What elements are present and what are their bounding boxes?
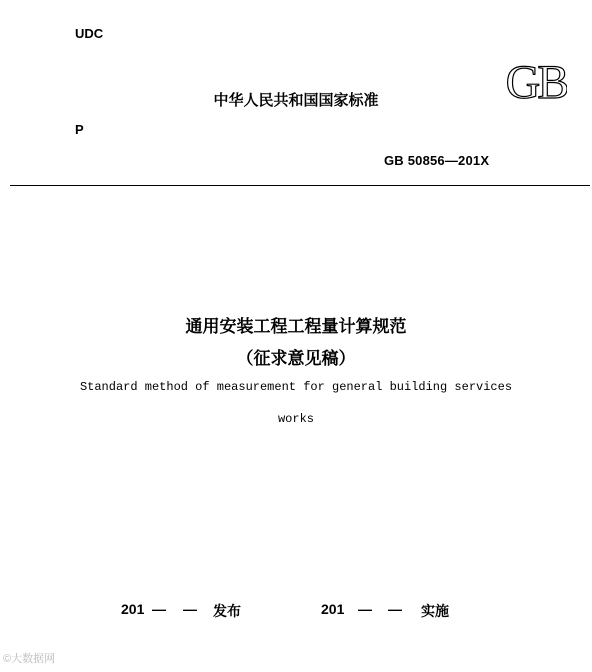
publish-month-placeholder: — (152, 601, 166, 617)
gb-logo-text: GB (505, 56, 567, 106)
header-divider (10, 185, 590, 186)
english-title-line2: works (277, 412, 314, 426)
publish-year: 201 (121, 601, 145, 617)
implement-year: 201 (321, 601, 345, 617)
implement-label: 实施 (421, 603, 449, 619)
publish-day-placeholder: — (183, 601, 197, 617)
draft-note: （征求意见稿） (236, 349, 356, 368)
english-title-line1: Standard method of measurement for general building services (79, 380, 513, 394)
document-title: 通用安装工程工程量计算规范 (185, 317, 407, 336)
implement-month-placeholder: — (358, 601, 372, 617)
standard-number: GB 50856—201X (384, 153, 490, 168)
watermark: ©大数据网 (3, 653, 56, 665)
udc-label: UDC (75, 26, 104, 41)
classification-code: P (75, 122, 84, 137)
implement-day-placeholder: — (388, 601, 402, 617)
publish-label: 发布 (213, 603, 241, 619)
standard-category: 中华人民共和国国家标准 (213, 92, 379, 109)
